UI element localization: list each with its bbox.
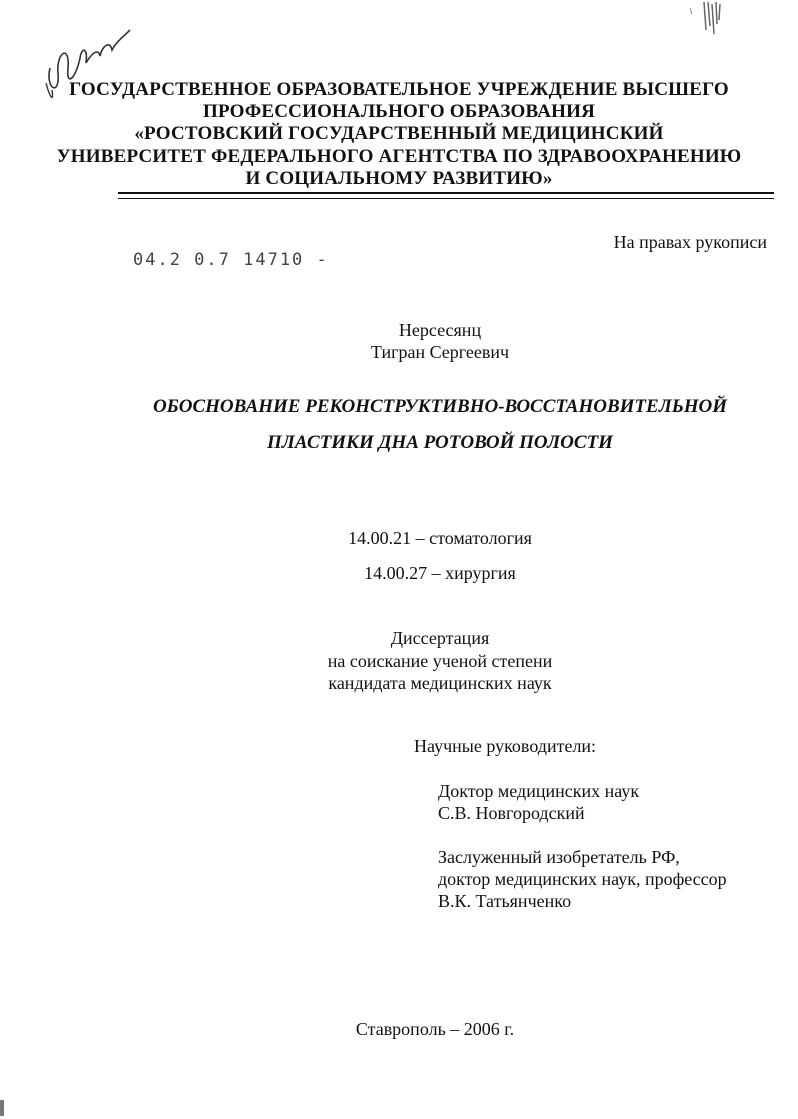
header-divider-thick: [118, 192, 774, 194]
institution-header-line-5: И СОЦИАЛЬНОМУ РАЗВИТИЮ»: [245, 168, 553, 189]
scan-mark: [690, 0, 730, 40]
manuscript-note: На правах рукописи: [613, 232, 767, 252]
supervisor-2-name: В.К. Татьянченко: [438, 891, 572, 911]
dissertation-title-line-1: ОБОСНОВАНИЕ РЕКОНСТРУКТИВНО-ВОССТАНОВИТЕЛЬНОЙ: [152, 396, 728, 417]
supervisor-2-honor: Заслуженный изобретатель РФ,: [438, 847, 680, 867]
registration-stamp: 04.2 0.7 14710 -: [133, 250, 329, 270]
degree-line-2: на соискание ученой степени: [327, 651, 553, 671]
institution-header-line-1: ГОСУДАРСТВЕННОЕ ОБРАЗОВАТЕЛЬНОЕ УЧРЕЖДЕНИЕ ВЫСШЕГО: [69, 79, 729, 100]
author-surname: Нерсесянц: [398, 320, 482, 340]
institution-header-line-4: УНИВЕРСИТЕТ ФЕДЕРАЛЬНОГО АГЕНТСТВА ПО ЗДРАВООХРАНЕНИЮ: [56, 146, 742, 167]
dissertation-title-line-2: ПЛАСТИКИ ДНА РОТОВОЙ ПОЛОСТИ: [267, 432, 613, 453]
specialty-2: 14.00.27 – хирургия: [364, 563, 516, 583]
author-given-names: Тигран Сергеевич: [370, 342, 510, 362]
supervisor-1-title: Доктор медицинских наук: [438, 781, 640, 801]
degree-line-3: кандидата медицинских наук: [328, 673, 552, 693]
specialty-1: 14.00.21 – стоматология: [348, 528, 532, 548]
place-and-year: Ставрополь – 2006 г.: [355, 1019, 515, 1039]
institution-header-line-2: ПРОФЕССИОНАЛЬНОГО ОБРАЗОВАНИЯ: [202, 101, 596, 122]
header-divider-thin: [118, 198, 774, 199]
institution-header-line-3: «РОСТОВСКИЙ ГОСУДАРСТВЕННЫЙ МЕДИЦИНСКИЙ: [134, 123, 664, 144]
supervisor-1-name: С.В. Новгородский: [438, 803, 585, 823]
scan-edge-mark: [0, 1100, 4, 1116]
supervisors-heading: Научные руководители:: [414, 736, 597, 756]
supervisor-2-title: доктор медицинских наук, профессор: [438, 869, 727, 889]
degree-line-1: Диссертация: [390, 628, 490, 648]
